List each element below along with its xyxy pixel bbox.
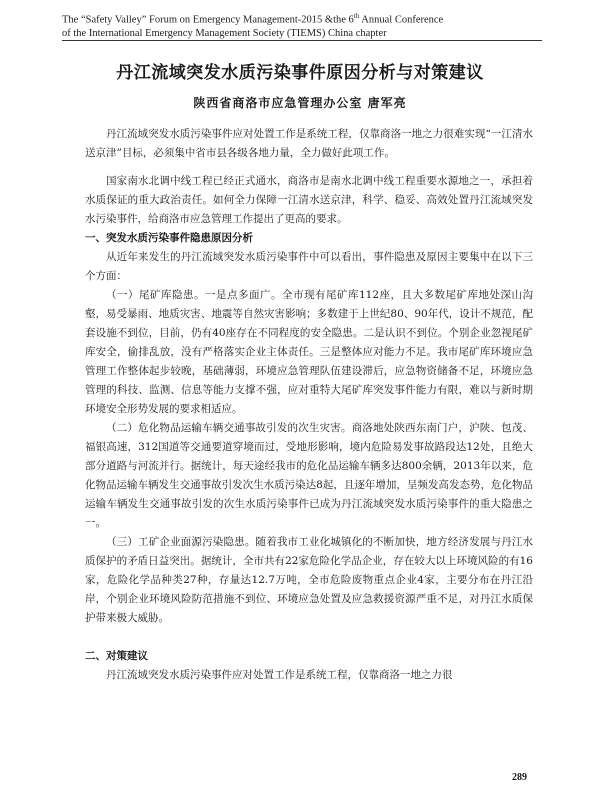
article-title: 丹江流域突发水质污染事件原因分析与对策建议 [116,63,484,83]
conference-header [62,10,562,40]
paragraph-tailings: （一）尾矿库隐患。一是点多面广。全市现有尾矿库112座，且大多数尾矿库地处深山沟壑，易受暴雨、地质灾害、地震等自然灾害影响；多数建于上世纪80、90年代，设计不规范，配套设施不到位，目前，仍有40座存在不同程度的安全隐患。二是认识不到位。个别企业忽视尾矿库安全，偷排乱放，没有严格落实企业主体责任。三是整体应对能力不足。我市尾矿库环境应急管理工作整体起步较晚，基础薄弱，环境应急管理队伍建设滞后，应急物资储备不足，环境应急管理的科技、监测、信息等能力支撑不强，应对重特大尾矿库突发事件能力有限，难以与新时期环境安全形势发展的要求相适应。 [85,289,533,415]
paragraph-section2-start: 丹江流域突发水质污染事件应对处置工作是系统工程，仅靠商洛一地之力很 [106,669,453,681]
section-heading-1: 一、突发水质污染事件隐患原因分析 [85,232,253,244]
paragraph-intro-2: 国家南水北调中线工程已经正式通水，商洛市是南水北调中线工程重要水源地之一，承担着水质保证的重大政治责任。如何全力保障一江清水送京津，科学、稳妥、高效处置丹江流域突发水污染事件，给商洛市应急管理工作提出了更高的要求。 [85,175,533,225]
paragraph-section1-intro: 从近年来发生的丹江流域突发水质污染事件中可以看出，事件隐患及原因主要集中在以下三个方面： [85,251,533,282]
paragraph-intro-1: 丹江流域突发水质污染事件应对处置工作是系统工程，仅靠商洛一地之力很难实现“一江清水送京津”目标，必须集中省市县各级各地力量，全力做好此项工作。 [85,128,533,159]
article-body [85,125,533,685]
paragraph-industrial-pollution: （三）工矿企业面源污染隐患。随着我市工业化城镇化的不断加快，地方经济发展与丹江水质保护的矛盾日益突出。据统计，全市共有22家危险化学品企业，存在较大以上环境风险的有16家，危险化学品种类27种，存量达12.7万吨，全市危险废物重点企业4家，主要分布在丹江沿岸，个别企业环境风险防范措施不到位、环境应急处置及应急救援资源严重不足，对丹江水质保护带来极大威胁。 [85,536,533,624]
header-rule [62,40,542,41]
header-line-1: The “Safety Valley” Forum on Emergency Management-2015 &the 6th Annual Conference [62,12,444,26]
article-author: 陕西省商洛市应急管理办公室 唐军亮 [193,96,407,110]
page-number: 289 [512,772,527,783]
paragraph-hazmat-transport: （二）危化物品运输车辆交通事故引发的次生灾害。商洛地处陕西东南门户，沪陕、包茂、福银高速，312国道等交通要道穿境而过，受地形影响，境内危险易发事故路段达12处，且绝大部分道路与河流并行。据统计，每天途经我市的危化品运输车辆多达800余辆，2013年以来，危化物品运输车辆发生交通事故引发次生水质污染达8起，且逐年增加，呈频发高发态势，危化物品运输车辆发生交通事故引发的次生水质污染事件已成为丹江流域突发水质污染事件的重大隐患之一。 [85,422,533,529]
section-heading-2: 二、对策建议 [85,650,148,662]
header-line-2: of the International Emergency Management Society (TIEMS) China chapter [62,27,387,39]
